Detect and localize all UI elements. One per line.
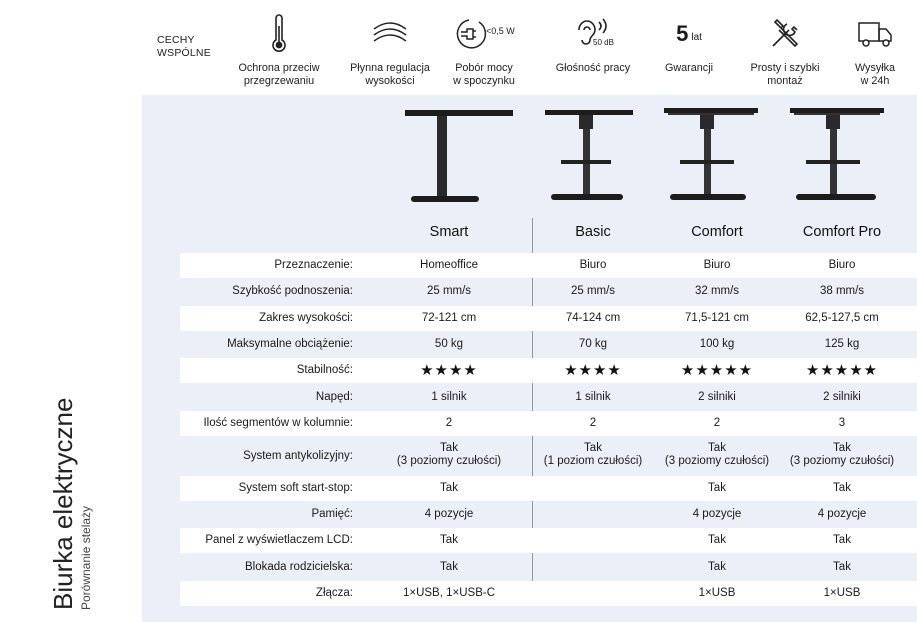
table-cell: Biuro (828, 259, 856, 271)
row-label: Maksymalne obciążenie: (227, 338, 353, 350)
tools-icon (737, 14, 833, 54)
feature-label-line2: montaż (767, 74, 803, 87)
rating-stars: ★★★★ (420, 362, 478, 379)
model-header-basic: Basic (575, 224, 611, 240)
row-label: System soft start-stop: (238, 482, 353, 494)
table-row (180, 332, 917, 357)
table-cell: 32 mm/s (694, 285, 740, 297)
table-row (180, 385, 917, 410)
table-cell: Biuro (703, 259, 731, 271)
cell-line: Tak (440, 442, 458, 454)
table-cell: 1×USB (698, 587, 736, 599)
table-cell: Tak (440, 561, 458, 573)
table-cell (537, 528, 649, 553)
row-label: Napęd: (315, 391, 353, 403)
feature-label-line1: Ochrona przeciw (238, 62, 320, 74)
feature-label-line1: Prosty i szybki (750, 62, 820, 74)
table-cell: Tak (708, 482, 726, 494)
table-row (180, 555, 917, 580)
table-cell: Tak (708, 534, 726, 546)
feature-overheat (231, 14, 327, 87)
table-row (180, 581, 917, 606)
table-cell: Tak (440, 482, 458, 494)
table-cell: 2 (589, 417, 597, 429)
cell-line: Tak (833, 442, 851, 454)
table-row (180, 438, 917, 474)
table-cell: 100 kg (699, 338, 735, 350)
table-cell: Tak (833, 561, 851, 573)
row-label: Przeznaczenie: (274, 259, 353, 271)
desk-comfort-pro-image (788, 104, 888, 204)
feature-icon-text: 50 dB (593, 38, 614, 47)
table-cell: Homeoffice (420, 259, 478, 271)
table-row (180, 528, 917, 553)
table-cell: Tak (440, 534, 458, 546)
feature-assembly (737, 14, 833, 87)
table-row (180, 476, 917, 501)
row-label: System antykolizyjny: (243, 450, 353, 462)
table-cell: 2 silniki (823, 391, 861, 403)
table-cell: 74-124 cm (565, 312, 621, 324)
table-cell: 70 kg (578, 338, 608, 350)
row-label: Ilość segmentów w kolumnie: (203, 417, 353, 429)
table-cell: Tak (833, 482, 851, 494)
table-cell (786, 358, 898, 383)
row-label: Panel z wyświetlaczem LCD: (205, 534, 353, 546)
table-cell: 3 (838, 417, 846, 429)
feature-shipping (827, 14, 917, 87)
row-label: Stabilność: (296, 364, 353, 376)
page-title: Biurka elektryczne (48, 397, 78, 610)
table-cell (537, 555, 649, 580)
table-cell: Tak (708, 561, 726, 573)
table-cell: 1×USB, 1×USB-C (402, 587, 496, 599)
feature-noise-level (545, 14, 641, 75)
row-label: Pamięć: (311, 508, 353, 520)
table-row (180, 411, 917, 436)
table-cell: 4 pozycje (692, 508, 742, 520)
table-cell: 4 pozycje (817, 508, 867, 520)
feature-warranty (641, 14, 737, 75)
table-cell: 2 (713, 417, 721, 429)
feature-standby-power (436, 14, 532, 87)
table-row (180, 253, 917, 278)
table-cell: 1 silnik (575, 391, 611, 403)
table-cell (537, 581, 649, 606)
model-header-smart: Smart (429, 224, 469, 240)
warranty-unit: lat (691, 31, 702, 43)
table-cell: 38 mm/s (819, 285, 865, 297)
table-cell: 25 mm/s (570, 285, 616, 297)
warranty-years-icon (641, 14, 737, 54)
feature-label-line2: wysokości (365, 74, 415, 87)
feature-label-line1: Wysyłka (854, 62, 896, 74)
model-header-comfort-pro: Comfort Pro (802, 224, 882, 240)
rating-stars: ★★★★★ (805, 362, 879, 379)
common-label-line1: CECHY (157, 34, 195, 46)
table-row (180, 306, 917, 331)
table-cell: 125 kg (824, 338, 860, 350)
rating-stars: ★★★★★ (680, 362, 754, 379)
row-label: Zakres wysokości: (259, 312, 353, 324)
cell-line: (3 poziomy czułości) (789, 455, 895, 467)
table-cell: 4 pozycje (424, 508, 474, 520)
cell-line: (3 poziomy czułości) (664, 455, 770, 467)
table-row (180, 279, 917, 304)
table-cell: 71,5-121 cm (685, 312, 749, 324)
ear-sound-icon (545, 14, 641, 54)
table-cell (537, 476, 649, 501)
table-cell (662, 358, 772, 383)
table-cell: 50 kg (434, 338, 464, 350)
row-label: Szybkość podnoszenia: (232, 285, 353, 297)
table-cell: 1 silnik (431, 391, 467, 403)
desk-basic-image (543, 104, 638, 204)
table-cell (537, 502, 649, 527)
desk-smart-image (375, 104, 515, 204)
power-plug-icon (436, 14, 532, 54)
table-cell (537, 358, 649, 383)
model-header-comfort: Comfort (691, 224, 743, 240)
table-cell: 72-121 cm (421, 312, 477, 324)
cell-line: Tak (708, 442, 726, 454)
table-row (180, 502, 917, 527)
table-cell (396, 358, 502, 383)
table-cell: 2 (445, 417, 453, 429)
row-label: Blokada rodzicielska: (244, 561, 353, 573)
common-features-label (157, 34, 211, 60)
common-label-line2: WSPÓLNE (157, 47, 211, 59)
feature-label-line1: Pobór mocy (455, 62, 513, 74)
delivery-truck-icon (827, 14, 917, 54)
side-title-block (48, 310, 118, 610)
cell-line: Tak (584, 442, 602, 454)
feature-label-line1: Gwarancji (664, 62, 713, 74)
desk-comfort-image (662, 104, 762, 204)
feature-label-line2: w spoczynku (453, 74, 515, 87)
thermometer-icon (231, 14, 327, 54)
feature-label-line2: w 24h (860, 74, 890, 87)
table-cell (537, 438, 649, 474)
wave-arcs-icon (342, 14, 438, 54)
table-cell: Biuro (579, 259, 607, 271)
table-cell: Tak (833, 534, 851, 546)
feature-label-line1: Głośność pracy (555, 62, 631, 74)
table-row (180, 358, 917, 383)
feature-label-line1: Płynna regulacja (350, 62, 430, 74)
table-cell: 25 mm/s (426, 285, 472, 297)
rating-stars: ★★★★ (564, 362, 622, 379)
table-cell (396, 438, 502, 474)
feature-icon-text: <0,5 W (486, 26, 515, 36)
table-cell: 62,5-127,5 cm (805, 312, 879, 324)
table-cell (662, 438, 772, 474)
cell-line: (3 poziomy czułości) (396, 455, 502, 467)
feature-label-line2: przegrzewaniu (243, 74, 315, 87)
row-label: Złącza: (315, 587, 353, 599)
table-cell (786, 438, 898, 474)
cell-line: (1 poziom czułości) (543, 455, 643, 467)
table-cell: 1×USB (823, 587, 861, 599)
warranty-number: 5 (676, 21, 689, 46)
page-subtitle: Porównanie stelaży (79, 505, 93, 610)
feature-smooth-adjust (342, 14, 438, 87)
table-cell: 2 silniki (698, 391, 736, 403)
